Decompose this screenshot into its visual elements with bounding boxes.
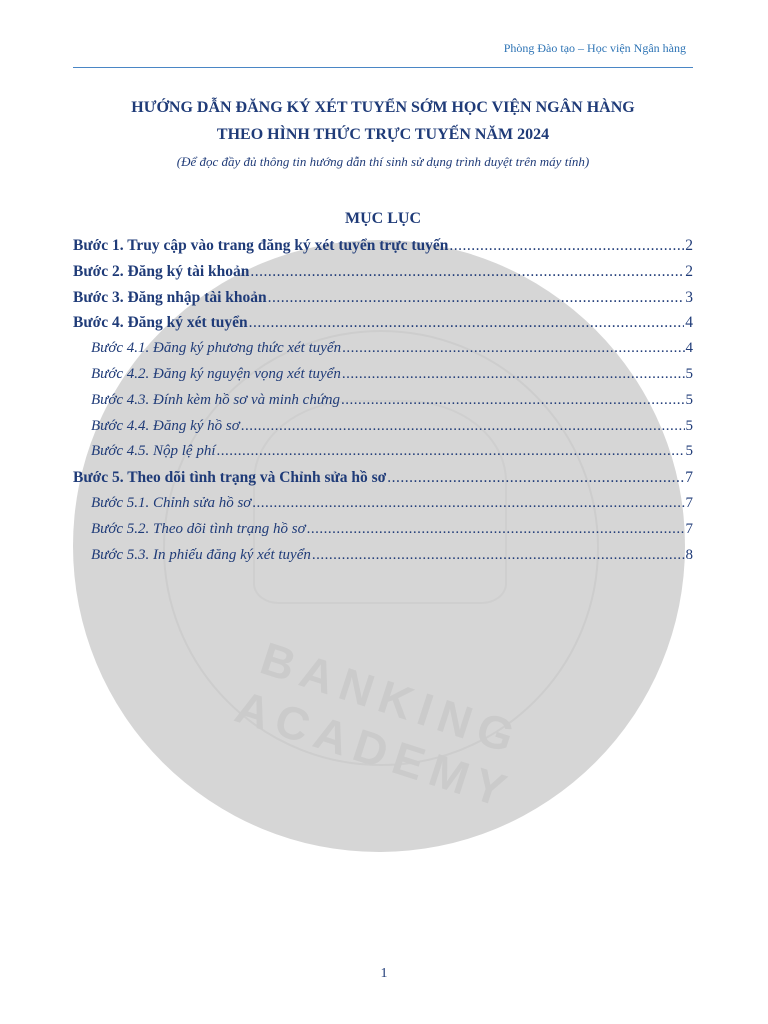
watermark-text: BANKING ACADEMY xyxy=(229,631,529,819)
toc-entry-label: Bước 4. Đăng ký xét tuyển xyxy=(73,314,248,332)
toc-leader-dots xyxy=(449,237,684,255)
toc-entry-step-5-2[interactable] xyxy=(73,521,693,547)
toc-entry-label: Bước 5.2. Theo dõi tình trạng hồ sơ xyxy=(91,520,306,537)
toc-entry-page: 2 xyxy=(685,237,693,254)
toc-entry-page: 5 xyxy=(685,443,693,460)
toc-entry-label: Bước 5. Theo dõi tình trạng và Chỉnh sửa hồ sơ xyxy=(73,469,387,487)
toc-leader-dots xyxy=(312,547,685,564)
toc-entry-page: 8 xyxy=(685,546,693,563)
toc-leader-dots xyxy=(217,443,685,460)
toc-leader-dots xyxy=(249,314,685,332)
table-of-contents xyxy=(73,237,693,572)
toc-leader-dots xyxy=(342,340,684,357)
toc-leader-dots xyxy=(250,263,684,281)
toc-entry-step-5-3[interactable] xyxy=(73,547,693,573)
toc-entry-step-4[interactable] xyxy=(73,314,693,340)
toc-entry-page: 2 xyxy=(685,262,693,280)
toc-leader-dots xyxy=(387,469,684,487)
toc-entry-label: Bước 4.5. Nộp lệ phí xyxy=(91,443,216,460)
toc-leader-dots xyxy=(241,418,685,435)
toc-entry-label: Bước 4.2. Đăng ký nguyện vọng xét tuyển xyxy=(91,365,341,382)
toc-entry-label: Bước 4.4. Đăng ký hồ sơ xyxy=(91,417,240,434)
document-title-line2: THEO HÌNH THỨC TRỰC TUYẾN NĂM 2024 xyxy=(216,126,550,143)
toc-entry-page: 5 xyxy=(685,365,693,382)
toc-leader-dots xyxy=(268,289,685,307)
document-title-line1: HƯỚNG DẪN ĐĂNG KÝ XÉT TUYỂN SỚM HỌC VIỆN NGÂN HÀNG xyxy=(131,99,635,116)
toc-entry-label: Bước 3. Đăng nhập tài khoản xyxy=(73,288,267,306)
toc-entry-label: Bước 2. Đăng ký tài khoản xyxy=(73,262,250,280)
toc-entry-label: Bước 1. Truy cập vào trang đăng ký xét tuyển trực tuyến xyxy=(73,237,449,254)
page-number: 1 xyxy=(380,966,388,981)
toc-entry-page: 5 xyxy=(685,391,693,408)
toc-entry-step-5-1[interactable] xyxy=(73,495,693,521)
toc-entry-page: 4 xyxy=(685,314,693,332)
toc-entry-step-4-3[interactable] xyxy=(73,392,693,418)
toc-entry-label: Bước 4.1. Đăng ký phương thức xét tuyển xyxy=(91,340,342,357)
toc-leader-dots xyxy=(252,495,684,512)
toc-heading: MỤC LỤC xyxy=(345,210,421,227)
toc-entry-page: 7 xyxy=(685,520,693,537)
toc-leader-dots xyxy=(341,392,685,409)
toc-entry-page: 4 xyxy=(685,340,693,357)
document-subtitle: (Để đọc đầy đủ thông tin hướng dẫn thí sinh sử dụng trình duyệt trên máy tính) xyxy=(176,154,590,169)
toc-entry-label: Bước 5.1. Chỉnh sửa hồ sơ xyxy=(91,494,252,511)
toc-entry-label: Bước 4.3. Đính kèm hồ sơ và minh chứng xyxy=(91,391,340,408)
toc-entry-step-3[interactable] xyxy=(73,289,693,315)
page-header: Phòng Đào tạo – Học viện Ngân hàng xyxy=(503,41,686,55)
toc-leader-dots xyxy=(307,521,685,538)
toc-entry-label: Bước 5.3. In phiếu đăng ký xét tuyển xyxy=(91,546,311,563)
toc-entry-step-2[interactable] xyxy=(73,263,693,289)
toc-entry-page: 7 xyxy=(685,494,693,511)
toc-entry-step-5[interactable] xyxy=(73,469,693,495)
toc-entry-step-4-2[interactable] xyxy=(73,366,693,392)
toc-entry-page: 5 xyxy=(685,417,693,434)
header-divider xyxy=(73,67,693,68)
toc-entry-step-4-4[interactable] xyxy=(73,418,693,444)
toc-entry-step-4-5[interactable] xyxy=(73,443,693,469)
toc-leader-dots xyxy=(342,366,685,383)
toc-entry-step-1[interactable] xyxy=(73,237,693,263)
toc-entry-page: 3 xyxy=(685,288,693,306)
toc-entry-step-4-1[interactable] xyxy=(73,340,693,366)
toc-entry-page: 7 xyxy=(685,469,693,487)
